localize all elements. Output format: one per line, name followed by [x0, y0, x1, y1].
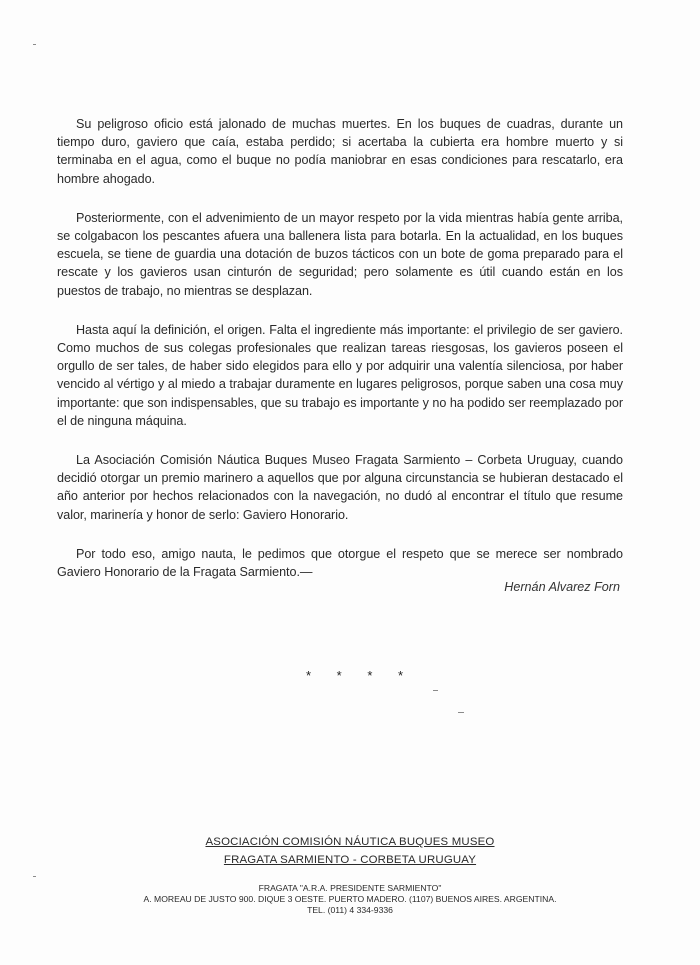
paragraph-rescue: Posteriormente, con el advenimiento de un mayor respeto por la vida mientras había gente arriba, se colgabacon los pescantes afuera una ballenera lista para botarla. En la actualidad, en los buques escuela, se tiene de guardia una dotación de buzos tácticos con un bote de goma preparado para el rescate y los gavieros usan cinturón de seguridad; pero solamente es útil cuando están en los puestos de trabajo, no mientras se desplazan. — [57, 210, 623, 298]
address-line-phone: TEL. (011) 4 334-9336 — [307, 905, 393, 916]
address-line-street: A. MOREAU DE JUSTO 900. DIQUE 3 OESTE. PUERTO MADERO. (1107) BUENOS AIRES. ARGENTINA. — [143, 894, 557, 905]
organization-line-1: ASOCIACIÓN COMISIÓN NÁUTICA BUQUES MUSEO — [205, 836, 495, 848]
scan-speck — [33, 44, 36, 45]
address-footer — [0, 883, 700, 917]
paragraph-association: La Asociación Comisión Náutica Buques Museo Fragata Sarmiento – Corbeta Uruguay, cuando decidió otorgar un premio marinero a aquellos que por alguna circunstancia se hubieran destacado el año anterior por hechos relacionados con la navegación, no dudó al encontrar el título que resume valor, marinería y honor de serlo: Gaviero Honorario. — [57, 453, 623, 522]
letter-body — [57, 115, 623, 602]
scan-speck — [433, 690, 438, 691]
paragraph-closing: Por todo eso, amigo nauta, le pedimos que otorgue el respeto que se merece ser nombrado Gaviero Honorario de la Fragata Sarmiento.— — [57, 546, 623, 580]
paragraph-privilege: Hasta aquí la definición, el origen. Falta el ingrediente más importante: el privilegio de ser gaviero. Como muchos de sus colegas profesionales que realizan tareas riesgosas, los gavieros poseen el orgullo de ser tales, de haber sido elegidos para ello y por adquirir una valentía silenciosa, por haber vencido al vértigo y al miedo a trabajar duramente en lugares peligrosos, porque saben una cosa muy importante: que son indispensables, que su trabajo es importante y no ha podido ser reemplazado por el de ninguna máquina. — [57, 322, 623, 428]
organization-header — [0, 832, 700, 868]
paragraph-deaths: Su peligroso oficio está jalonado de muchas muertes. En los buques de cuadras, durante un tiempo duro, gaviero que caía, estaba perdido; si acertaba la cubierta era hombre muerto y si terminaba en el agua, como el buque no podía maniobrar en esas condiciones para rescatarlo, era hombre ahogado. — [57, 117, 623, 186]
scan-speck — [33, 876, 36, 877]
signature-name: Hernán Alvarez Forn — [504, 580, 620, 594]
scan-speck — [458, 712, 464, 713]
address-line-ship: FRAGATA "A.R.A. PRESIDENTE SARMIENTO" — [258, 883, 442, 893]
organization-line-2: FRAGATA SARMIENTO - CORBETA URUGUAY — [223, 854, 477, 866]
section-separator: * * * * — [306, 668, 415, 683]
